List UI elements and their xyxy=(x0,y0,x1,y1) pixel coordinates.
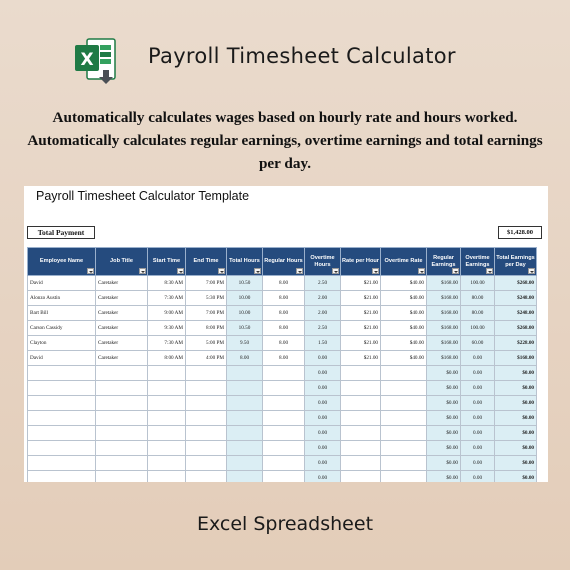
filter-dropdown-icon[interactable] xyxy=(486,268,493,274)
table-cell[interactable]: 0.00 xyxy=(461,351,495,366)
table-cell[interactable] xyxy=(341,441,381,456)
total-payment-value: $1,428.00 xyxy=(498,226,542,239)
table-cell[interactable]: $168.00 xyxy=(427,321,461,336)
table-cell[interactable]: 2.50 xyxy=(305,321,341,336)
table-cell[interactable] xyxy=(341,456,381,471)
column-header-label: Overtime Rate xyxy=(384,258,423,264)
table-cell[interactable]: 0.00 xyxy=(461,396,495,411)
table-cell[interactable] xyxy=(263,396,305,411)
table-cell[interactable]: $0.00 xyxy=(427,426,461,441)
column-header xyxy=(28,248,96,276)
table-cell[interactable]: 7:00 PM xyxy=(186,306,227,321)
table-cell[interactable]: Caretaker xyxy=(96,321,148,336)
table-cell[interactable]: 0.00 xyxy=(305,366,341,381)
table-cell[interactable] xyxy=(381,381,427,396)
sheet-title: Payroll Timesheet Calculator Template xyxy=(36,189,250,203)
table-cell[interactable]: 10.50 xyxy=(227,321,263,336)
table-cell[interactable]: 1.50 xyxy=(305,336,341,351)
table-cell[interactable]: 2.00 xyxy=(305,291,341,306)
table-cell[interactable] xyxy=(227,441,263,456)
table-cell[interactable] xyxy=(96,366,148,381)
table-row xyxy=(28,381,537,396)
filter-dropdown-icon[interactable] xyxy=(332,268,339,274)
table-cell[interactable]: 0.00 xyxy=(305,456,341,471)
table-cell[interactable]: 2.50 xyxy=(305,276,341,291)
description xyxy=(8,106,562,175)
table-row xyxy=(28,426,537,441)
table-cell[interactable]: Caretaker xyxy=(96,336,148,351)
column-header-label: End Time xyxy=(193,258,219,264)
table-cell[interactable]: 8:00 PM xyxy=(186,321,227,336)
table-cell[interactable] xyxy=(148,366,186,381)
table-cell[interactable]: 8.00 xyxy=(263,351,305,366)
table-cell[interactable]: David xyxy=(28,351,96,366)
table-cell[interactable] xyxy=(341,426,381,441)
table-cell[interactable] xyxy=(381,471,427,483)
table-cell[interactable] xyxy=(96,456,148,471)
table-cell[interactable]: $0.00 xyxy=(495,396,537,411)
table-cell[interactable] xyxy=(186,381,227,396)
table-cell[interactable]: $168.00 xyxy=(495,351,537,366)
table-cell[interactable]: Caretaker xyxy=(96,291,148,306)
table-cell[interactable]: 0.00 xyxy=(305,441,341,456)
table-cell[interactable]: 9:30 AM xyxy=(148,321,186,336)
table-cell[interactable] xyxy=(381,411,427,426)
column-header xyxy=(305,248,341,276)
filter-dropdown-icon[interactable] xyxy=(139,268,146,274)
table-cell[interactable]: 0.00 xyxy=(305,396,341,411)
table-cell[interactable]: $248.00 xyxy=(495,306,537,321)
table-cell[interactable] xyxy=(227,366,263,381)
column-header-label: Regular Hours xyxy=(264,258,303,264)
table-cell[interactable] xyxy=(28,471,96,483)
column-header-label: Overtime Earnings xyxy=(465,254,490,268)
svg-text:X: X xyxy=(80,50,94,70)
table-cell[interactable]: 8.00 xyxy=(263,336,305,351)
table-cell[interactable] xyxy=(96,441,148,456)
table-cell[interactable]: $0.00 xyxy=(427,471,461,483)
column-header xyxy=(96,248,148,276)
table-cell[interactable] xyxy=(148,426,186,441)
filter-dropdown-icon[interactable] xyxy=(528,268,535,274)
table-cell[interactable]: 0.00 xyxy=(305,411,341,426)
column-header xyxy=(148,248,186,276)
table-cell[interactable]: 0.00 xyxy=(461,426,495,441)
table-row xyxy=(28,441,537,456)
table-cell[interactable]: $168.00 xyxy=(427,306,461,321)
table-row xyxy=(28,276,537,291)
table-cell[interactable]: Caretaker xyxy=(96,351,148,366)
table-cell[interactable] xyxy=(186,411,227,426)
filter-dropdown-icon[interactable] xyxy=(372,268,379,274)
table-cell[interactable]: Caretaker xyxy=(96,306,148,321)
table-cell[interactable]: 7:30 AM xyxy=(148,336,186,351)
table-cell[interactable]: David xyxy=(28,276,96,291)
table-cell[interactable] xyxy=(148,411,186,426)
table-cell[interactable]: $0.00 xyxy=(427,441,461,456)
table-cell[interactable]: 10.00 xyxy=(227,291,263,306)
table-cell[interactable]: $40.00 xyxy=(381,291,427,306)
table-cell[interactable] xyxy=(96,381,148,396)
table-cell[interactable] xyxy=(186,366,227,381)
table-cell[interactable]: $0.00 xyxy=(427,411,461,426)
table-cell[interactable] xyxy=(263,471,305,483)
table-cell[interactable]: $168.00 xyxy=(427,351,461,366)
table-cell[interactable]: 4:00 PM xyxy=(186,351,227,366)
table-cell[interactable]: $0.00 xyxy=(427,396,461,411)
table-cell[interactable] xyxy=(28,366,96,381)
table-row xyxy=(28,336,537,351)
table-cell[interactable] xyxy=(227,456,263,471)
table-cell[interactable] xyxy=(28,456,96,471)
table-cell[interactable] xyxy=(186,396,227,411)
table-cell[interactable]: 0.00 xyxy=(461,411,495,426)
table-cell[interactable]: 0.00 xyxy=(305,471,341,483)
table-cell[interactable]: $168.00 xyxy=(427,291,461,306)
table-cell[interactable] xyxy=(263,411,305,426)
table-cell[interactable]: $168.00 xyxy=(427,336,461,351)
table-cell[interactable] xyxy=(341,411,381,426)
footer-label: Excel Spreadsheet xyxy=(196,513,374,535)
column-header xyxy=(381,248,427,276)
table-cell[interactable]: $40.00 xyxy=(381,276,427,291)
table-cell[interactable]: 5:30 PM xyxy=(186,291,227,306)
table-cell[interactable] xyxy=(148,471,186,483)
column-header-label: Total Hours xyxy=(229,258,260,264)
filter-dropdown-icon[interactable] xyxy=(218,268,225,274)
table-cell[interactable]: 2.00 xyxy=(305,306,341,321)
column-header xyxy=(227,248,263,276)
column-header xyxy=(495,248,537,276)
column-header-label: Start Time xyxy=(152,258,181,264)
table-cell[interactable]: $248.00 xyxy=(495,291,537,306)
table-cell[interactable]: $40.00 xyxy=(381,306,427,321)
table-cell[interactable] xyxy=(96,396,148,411)
table-cell[interactable]: 0.00 xyxy=(461,456,495,471)
table-cell[interactable]: Bart Bill xyxy=(28,306,96,321)
table-cell[interactable]: 7:00 PM xyxy=(186,276,227,291)
table-cell[interactable]: $0.00 xyxy=(495,426,537,441)
column-header-label: Rate per Hour xyxy=(342,258,379,264)
table-cell[interactable]: Alonzo Austin xyxy=(28,291,96,306)
table-row xyxy=(28,456,537,471)
table-cell[interactable]: $0.00 xyxy=(427,456,461,471)
table-cell[interactable]: $0.00 xyxy=(495,381,537,396)
filter-dropdown-icon[interactable] xyxy=(296,268,303,274)
column-header-label: Job Title xyxy=(110,258,133,264)
table-cell[interactable]: 0.00 xyxy=(461,441,495,456)
table-cell[interactable]: 0.00 xyxy=(461,471,495,483)
column-header xyxy=(186,248,227,276)
spreadsheet-preview xyxy=(24,186,548,482)
table-row xyxy=(28,321,537,336)
table-cell[interactable] xyxy=(341,471,381,483)
table-cell[interactable] xyxy=(96,471,148,483)
table-cell[interactable] xyxy=(381,426,427,441)
table-cell[interactable]: 8:00 AM xyxy=(148,351,186,366)
table-cell[interactable] xyxy=(263,441,305,456)
table-cell[interactable] xyxy=(227,426,263,441)
filter-dropdown-icon[interactable] xyxy=(87,268,94,274)
table-cell[interactable]: 0.00 xyxy=(305,381,341,396)
description-line: Automatically calculates wages based on hourly rate and hours worked. xyxy=(52,109,518,126)
table-cell[interactable] xyxy=(148,441,186,456)
table-cell[interactable]: $0.00 xyxy=(427,366,461,381)
table-cell[interactable]: 60.00 xyxy=(461,336,495,351)
table-row xyxy=(28,306,537,321)
table-cell[interactable]: 100.00 xyxy=(461,276,495,291)
table-cell[interactable]: $40.00 xyxy=(381,336,427,351)
table-row xyxy=(28,291,537,306)
excel-icon xyxy=(73,36,119,86)
table-cell[interactable]: $268.00 xyxy=(495,276,537,291)
total-payment-label: Total Payment xyxy=(27,226,95,239)
table-cell[interactable]: 9:00 AM xyxy=(148,306,186,321)
table-cell[interactable] xyxy=(28,381,96,396)
column-header xyxy=(263,248,305,276)
table-cell[interactable]: 0.00 xyxy=(305,351,341,366)
filter-dropdown-icon[interactable] xyxy=(254,268,261,274)
table-cell[interactable]: $21.00 xyxy=(341,291,381,306)
table-cell[interactable]: $21.00 xyxy=(341,351,381,366)
column-header xyxy=(461,248,495,276)
table-cell[interactable]: Caretaker xyxy=(96,276,148,291)
table-cell[interactable]: 5:00 PM xyxy=(186,336,227,351)
filter-dropdown-icon[interactable] xyxy=(177,268,184,274)
table-row xyxy=(28,351,537,366)
filter-dropdown-icon[interactable] xyxy=(418,268,425,274)
column-header-label: Employee Name xyxy=(39,258,84,264)
table-cell[interactable]: Carson Cassidy xyxy=(28,321,96,336)
table-cell[interactable]: $21.00 xyxy=(341,306,381,321)
table-cell[interactable] xyxy=(96,411,148,426)
column-header-label: Regular Earnings xyxy=(431,254,456,268)
table-cell[interactable] xyxy=(263,456,305,471)
table-cell[interactable]: $0.00 xyxy=(495,411,537,426)
column-header xyxy=(341,248,381,276)
table-cell[interactable] xyxy=(227,381,263,396)
table-cell[interactable]: 10.50 xyxy=(227,276,263,291)
table-cell[interactable]: 80.00 xyxy=(461,306,495,321)
table-cell[interactable] xyxy=(381,456,427,471)
table-cell[interactable]: 8.00 xyxy=(263,276,305,291)
description-line: Automatically calculates regular earnings, overtime earnings and total earnings xyxy=(27,132,543,149)
table-cell[interactable]: $168.00 xyxy=(427,276,461,291)
table-cell[interactable]: $40.00 xyxy=(381,321,427,336)
table-cell[interactable] xyxy=(148,456,186,471)
table-cell[interactable] xyxy=(381,441,427,456)
table-cell[interactable] xyxy=(96,426,148,441)
table-cell[interactable] xyxy=(263,366,305,381)
column-header-label: Total Earnings per Day xyxy=(496,254,535,268)
table-cell[interactable] xyxy=(28,426,96,441)
table-cell[interactable]: 0.00 xyxy=(461,366,495,381)
column-header-label: Overtime Hours xyxy=(310,254,335,268)
table-cell[interactable]: $21.00 xyxy=(341,336,381,351)
table-cell[interactable] xyxy=(263,426,305,441)
table-cell[interactable] xyxy=(148,381,186,396)
table-cell[interactable]: $0.00 xyxy=(427,381,461,396)
table-cell[interactable]: 10.00 xyxy=(227,306,263,321)
table-cell[interactable] xyxy=(341,396,381,411)
table-cell[interactable]: 8.00 xyxy=(263,321,305,336)
headline: Payroll Timesheet Calculator xyxy=(148,44,456,68)
table-cell[interactable] xyxy=(263,381,305,396)
filter-dropdown-icon[interactable] xyxy=(452,268,459,274)
table-cell[interactable]: 0.00 xyxy=(461,381,495,396)
timesheet-table xyxy=(27,247,537,482)
table-cell[interactable] xyxy=(186,456,227,471)
table-cell[interactable]: 8.00 xyxy=(263,306,305,321)
table-cell[interactable] xyxy=(227,411,263,426)
table-cell[interactable]: $21.00 xyxy=(341,321,381,336)
table-cell[interactable]: 8.00 xyxy=(263,291,305,306)
table-cell[interactable]: $228.00 xyxy=(495,336,537,351)
table-cell[interactable]: $0.00 xyxy=(495,366,537,381)
table-cell[interactable]: 100.00 xyxy=(461,321,495,336)
table-cell[interactable]: $40.00 xyxy=(381,351,427,366)
table-cell[interactable]: $21.00 xyxy=(341,276,381,291)
column-header xyxy=(427,248,461,276)
table-cell[interactable]: 0.00 xyxy=(305,426,341,441)
table-row xyxy=(28,396,537,411)
table-cell[interactable] xyxy=(381,366,427,381)
table-cell[interactable] xyxy=(381,396,427,411)
table-row xyxy=(28,411,537,426)
table-cell[interactable] xyxy=(28,441,96,456)
table-cell[interactable]: 80.00 xyxy=(461,291,495,306)
table-cell[interactable]: $268.00 xyxy=(495,321,537,336)
table-cell[interactable] xyxy=(341,366,381,381)
table-row xyxy=(28,471,537,483)
table-cell[interactable] xyxy=(186,441,227,456)
table-cell[interactable]: $0.00 xyxy=(495,471,537,483)
table-cell[interactable] xyxy=(28,411,96,426)
table-cell[interactable] xyxy=(227,396,263,411)
table-cell[interactable]: $0.00 xyxy=(495,456,537,471)
table-cell[interactable]: $0.00 xyxy=(495,441,537,456)
description-line: per day. xyxy=(258,155,312,172)
table-cell[interactable] xyxy=(186,471,227,483)
table-cell[interactable]: 7:30 AM xyxy=(148,291,186,306)
table-cell[interactable] xyxy=(341,381,381,396)
table-cell[interactable]: 8:30 AM xyxy=(148,276,186,291)
table-cell[interactable]: 8.00 xyxy=(227,351,263,366)
table-cell[interactable]: Clayton xyxy=(28,336,96,351)
table-row xyxy=(28,366,537,381)
table-cell[interactable] xyxy=(186,426,227,441)
table-cell[interactable]: 9.50 xyxy=(227,336,263,351)
table-cell[interactable] xyxy=(148,396,186,411)
table-cell[interactable] xyxy=(28,396,96,411)
table-cell[interactable] xyxy=(227,471,263,483)
